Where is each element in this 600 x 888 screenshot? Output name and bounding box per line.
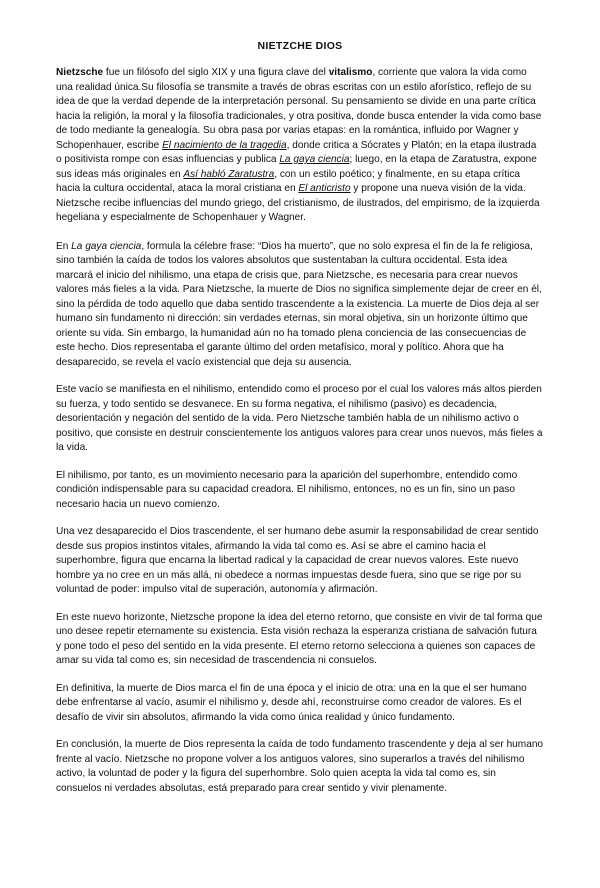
paragraph-nihilismo: Este vacío se manifiesta en el nihilismo, entendido como el proceso por el cual los valores más altos pierden su fuerza, y todo sentido se desvanece. En su forma negativa, el nihilismo (pasivo) es decadencia, desorientación y negación del sentido de la vida. Pero Nietzsche también habla de un nihilismo activo o positivo, que consiste en destruir conscientemente los antiguos valores para crear unos nuevos, más fieles a la vida. [56, 384, 543, 453]
text-span: y propone una nueva visión de la vida. Nietzsche recibe influencias del mundo griego, del cristianismo, de ilustrados, del empirismo, de la izquierda hegeliana y especialmente de Schopenhauer y Wagner. [56, 183, 540, 223]
document-title: NIETZCHE DIOS [257, 40, 343, 52]
book-title-gaya-ciencia: La gaya ciencia [279, 154, 350, 165]
text-span: , corriente que valora la vida como una realidad única.Su filosofía se transmite a través de obras escritas con un estilo aforístico, reflejo de su idea de que la verdad depende de la interpretación personal. Su pensamiento se divide en una parte crítica hacia la religión, la moral y la filosofía tradicionales, y otra positiva, donde busca entender la vida como base de todo mediante la genealogía. Su obra pasa por varias etapas: en la romántica, influido por Wagner y Schopenhauer, escribe [56, 67, 542, 151]
paragraph-intro [56, 66, 544, 226]
paragraph-eterno-retorno: En este nuevo horizonte, Nietzsche propone la idea del eterno retorno, que consiste en vivir de tal forma que uno desee repetir eternamente su existencia. Esta visión rechaza la esperanza cristiana de salvación futura y pone todo el peso del sentido en la vida presente. El eterno retorno selecciona a quienes son capaces de amar su vida tal como es, sin necesidad de trascendencia ni consuelos. [56, 611, 543, 666]
text-span: , donde critica a Sócrates y Platón; en la etapa ilustrada o positivista rompe con esas influencias y publica [56, 139, 537, 165]
document-page [0, 40, 600, 888]
paragraph-conclusion: En conclusión, la muerte de Dios representa la caída de todo fundamento trascendente y deja al ser humano frente al vacío. Nietzsche no propone volver a los antiguos valores, sino superarlos a través del nihilismo activo, la voluntad de poder y la figura del superhombre. Solo quien acepta la vida tal como es, sin consuelos ni verdades absolutas, está preparado para crear sentido y vivir plenamente. [56, 739, 544, 794]
paragraph-superhombre-condicion: El nihilismo, por tanto, es un movimiento necesario para la aparición del superhombre, entendido como condición indispensable para su capacidad creadora. El nihilismo, entonces, no es un fin, sino un paso necesario hacia un nuevo comienzo. [56, 469, 518, 510]
text-span: ; luego, en la etapa de Zaratustra, expone sus ideas más originales en [56, 154, 537, 180]
text-span: En [56, 240, 72, 252]
book-title-zaratustra: Así habló Zaratustra [183, 168, 275, 180]
paragraph-definitiva: En definitiva, la muerte de Dios marca el fin de una época y el inicio de otra: una en la que el ser humano debe enfrentarse al vacío, asumir el nihilismo y, desde ahí, reconstruirse como creador de valores. Es el desafío de vivir sin absolutos, afirmando la vida como única realidad y único fundamento. [56, 682, 527, 723]
paragraph-superhombre: Una vez desaparecido el Dios trascendente, el ser humano debe asumir la responsabilidad de crear sentido desde sus propios instintos vitales, afirmando la vida tal como es. Así se abre el camino hacia el superhombre, figura que encarna la libertad radical y la capacidad de crear nuevos valores. Este nuevo hombre ya no cree en un más allá, ni obedece a normas impuestas desde fuera, sino que se rige por su voluntad de poder: impulso vital de superación, autonomía y afirmación. [56, 526, 539, 595]
term-vitalismo: vitalismo [328, 67, 373, 78]
text-span: fue un filósofo del siglo XIX y una figura clave del [103, 67, 329, 78]
term-nietzsche: Nietzsche [56, 67, 104, 78]
book-title-nacimiento: El nacimiento de la tragedia [162, 139, 287, 151]
book-title-anticristo: El anticristo [298, 183, 351, 194]
paragraph-muerte-de-dios [56, 240, 544, 371]
text-span: , con un estilo poético; y finalmente, en su etapa crítica hacia la cultura occidental, ataca la moral cristiana en [56, 168, 521, 194]
text-span: , formula la célebre frase: “Dios ha muerto”, que no solo expresa el fin de la fe religiosa, sino también la caída de todos los valores absolutos que sustentaban la cultura occidental. Esta idea marcará el inicio del nihilismo, una etapa de crisis que, para Nietzsche, es necesaria para crear nuevos valores más fieles a la vida. Para Nietzsche, la muerte de Dios no significa simplemente dejar de creer en él, sino la pérdida de todo aquello que daba sentido trascendente a la existencia. La muerte de Dios deja al ser humano sin fundamento ni dirección: sin verdades eternas, sin moral objetiva, sin un horizonte último que oriente su vida. Sin embargo, la humanidad aún no ha tomado plena conciencia de las consecuencias de este hecho. Dios representaba el garante último del orden metafísico, moral y político. Ahora que ha desaparecido, se revela el vacío existencial que deja su ausencia. [56, 240, 542, 368]
book-title-gaya-ciencia-italic: La gaya ciencia [71, 240, 142, 252]
